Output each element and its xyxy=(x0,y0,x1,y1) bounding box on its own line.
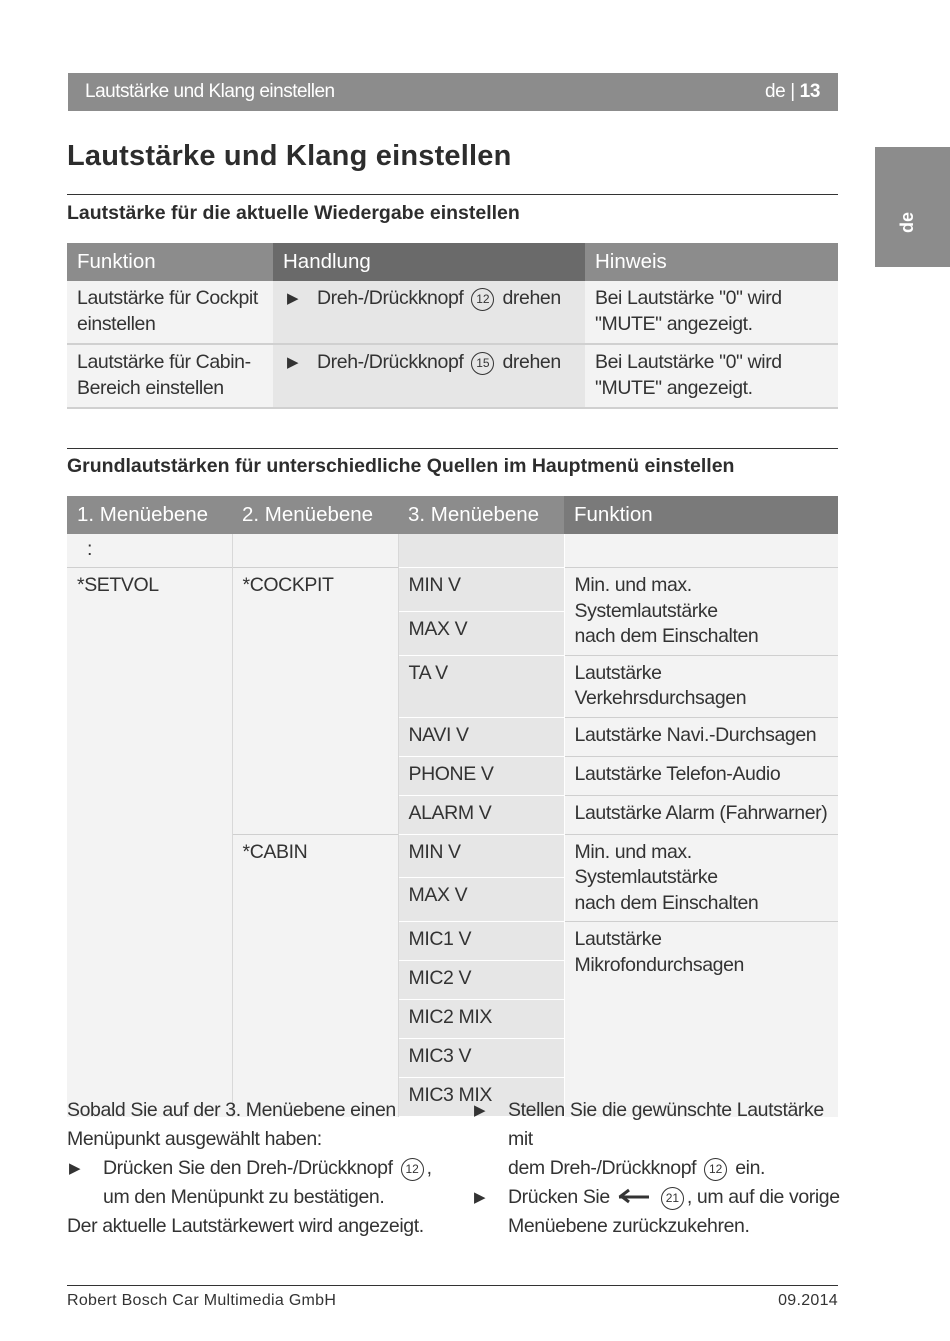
triangle-bullet-icon: ▶ xyxy=(474,1189,486,1206)
level3-cell: MIC3 MIX xyxy=(398,1078,564,1117)
table-row xyxy=(67,281,838,344)
note-cell xyxy=(585,281,838,344)
instruction-step xyxy=(472,1096,842,1183)
col-header: Hinweis xyxy=(585,243,838,281)
instruction-result: Der aktuelle Lautstärkewert wird angezeigt. xyxy=(67,1215,424,1237)
cell-text: Min. und max. Systemlautstärke xyxy=(574,840,718,888)
action-cell xyxy=(273,281,585,344)
cell-text: einstellen xyxy=(77,312,156,335)
cell-text: Lautstärke für Cabin- xyxy=(77,351,251,373)
level3-cell: MAX V xyxy=(398,611,564,655)
level1-cell: *SETVOL xyxy=(67,568,232,1117)
section1-rule xyxy=(67,194,838,195)
cell-text: Bei Lautstärke "0" wird xyxy=(595,287,782,309)
table-header-row xyxy=(67,243,838,281)
back-arrow-icon xyxy=(615,1187,653,1205)
empty-cell xyxy=(564,534,838,568)
instructions-left xyxy=(67,1096,447,1241)
col-header: 1. Menüebene xyxy=(67,496,232,534)
text-line: Drücken Sie xyxy=(508,1186,610,1208)
level3-cell: MIN V xyxy=(398,834,564,878)
level3-cell: MAX V xyxy=(398,878,564,922)
text-line: Drücken Sie den Dreh-/Drückknopf xyxy=(103,1157,393,1179)
header-sep: | xyxy=(790,81,795,102)
level3-cell: PHONE V xyxy=(398,756,564,795)
col-header: 3. Menüebene xyxy=(398,496,564,534)
cell-text: Lautstärke für Cockpit xyxy=(77,287,258,309)
header-lang: de xyxy=(764,81,786,102)
level3-cell: ALARM V xyxy=(398,795,564,834)
level3-cell: NAVI V xyxy=(398,717,564,756)
level3-cell: MIC2 V xyxy=(398,961,564,1000)
text-line: , um auf die vorige xyxy=(686,1186,840,1208)
function-cell: Lautstärke Telefon-Audio xyxy=(564,756,838,795)
triangle-bullet-icon: ▶ xyxy=(69,1160,81,1177)
cell-text: Bei Lautstärke "0" wird xyxy=(595,351,782,373)
triangle-bullet-icon: ▶ xyxy=(474,1102,486,1119)
note-cell xyxy=(585,344,838,408)
cell-text: Dreh-/Drückknopf xyxy=(317,351,464,373)
level2-cell: *CABIN xyxy=(232,834,398,1117)
cell-text: Dreh-/Drückknopf xyxy=(317,287,464,309)
cell-text: nach dem Einschalten xyxy=(574,891,759,914)
cell-text: nach dem Einschalten xyxy=(574,625,759,647)
triangle-bullet-icon: ▶ xyxy=(287,354,299,371)
empty-cell xyxy=(398,534,564,568)
table-header-row xyxy=(67,496,838,534)
text-line: Menüpunkt ausgewählt haben: xyxy=(67,1128,322,1150)
instruction-step xyxy=(67,1154,447,1212)
section2-rule xyxy=(67,448,838,449)
language-side-tab xyxy=(875,147,950,267)
level2-cell: *COCKPIT xyxy=(232,568,398,835)
header-title: Lautstärke und Klang einstellen xyxy=(85,81,335,102)
page-header-bar xyxy=(68,73,838,111)
cell-text: Bereich einstellen xyxy=(77,376,224,399)
text-line: , xyxy=(426,1157,432,1179)
instructions-right xyxy=(472,1096,842,1241)
knob-number-icon: 12 xyxy=(704,1158,727,1181)
footer-company: Robert Bosch Car Multimedia GmbH xyxy=(67,1292,337,1309)
volume-table xyxy=(67,243,838,409)
knob-number-icon: 12 xyxy=(471,288,494,311)
col-header: Handlung xyxy=(273,243,585,281)
level3-cell: MIN V xyxy=(398,568,564,612)
text-line: Stellen Sie die gewünschte Lautstärke mit xyxy=(508,1099,824,1150)
function-cell xyxy=(564,568,838,656)
text-line: um den Menüpunkt zu bestätigen. xyxy=(103,1186,385,1208)
level3-cell: MIC3 V xyxy=(398,1039,564,1078)
ellipsis-cell: : xyxy=(67,534,232,568)
function-cell xyxy=(67,344,273,408)
text-line: Menüebene zurückzukehren. xyxy=(508,1215,750,1237)
level3-cell: MIC2 MIX xyxy=(398,1000,564,1039)
cell-text: drehen xyxy=(502,287,561,309)
empty-cell xyxy=(232,534,398,568)
function-cell: Lautstärke Mikrofondurchsagen xyxy=(564,922,838,1117)
footer-date: 09.2014 xyxy=(778,1292,838,1309)
text-line: Sobald Sie auf der 3. Menüebene einen xyxy=(67,1099,396,1121)
text-line: dem Dreh-/Drückknopf xyxy=(508,1157,697,1179)
table-row xyxy=(67,568,838,612)
function-cell: Lautstärke Alarm (Fahrwarner) xyxy=(564,795,838,834)
table-row xyxy=(67,534,838,568)
section1-title: Lautstärke für die aktuelle Wiedergabe einstellen xyxy=(67,202,520,224)
knob-number-icon: 21 xyxy=(661,1187,684,1210)
knob-number-icon: 15 xyxy=(471,352,494,375)
footer-rule xyxy=(67,1285,838,1286)
side-tab-label: de xyxy=(897,211,917,233)
cell-text: "MUTE" angezeigt. xyxy=(595,376,753,399)
col-header: 2. Menüebene xyxy=(232,496,398,534)
col-header: Funktion xyxy=(67,243,273,281)
text-line: ein. xyxy=(735,1157,766,1179)
cell-text: Min. und max. Systemlautstärke xyxy=(574,574,718,622)
function-cell xyxy=(564,834,838,922)
triangle-bullet-icon: ▶ xyxy=(287,290,299,307)
instruction-step xyxy=(472,1183,842,1241)
cell-text: drehen xyxy=(502,351,561,373)
header-page xyxy=(765,81,820,103)
function-cell: Lautstärke Navi.-Durchsagen xyxy=(564,717,838,756)
level3-cell: TA V xyxy=(398,655,564,717)
page-number: 13 xyxy=(799,81,820,102)
instruction-intro xyxy=(67,1096,447,1154)
function-cell: Lautstärke Verkehrsdurchsagen xyxy=(564,655,838,717)
col-header: Funktion xyxy=(564,496,838,534)
cell-text: "MUTE" angezeigt. xyxy=(595,312,753,335)
table-row xyxy=(67,344,838,408)
function-cell xyxy=(67,281,273,344)
menu-levels-table xyxy=(67,496,839,1117)
page-title: Lautstärke und Klang einstellen xyxy=(67,140,512,172)
section2-title: Grundlautstärken für unterschiedliche Quellen im Hauptmenü einstellen xyxy=(67,455,735,477)
action-cell xyxy=(273,344,585,408)
knob-number-icon: 12 xyxy=(401,1158,424,1181)
level3-cell: MIC1 V xyxy=(398,922,564,961)
